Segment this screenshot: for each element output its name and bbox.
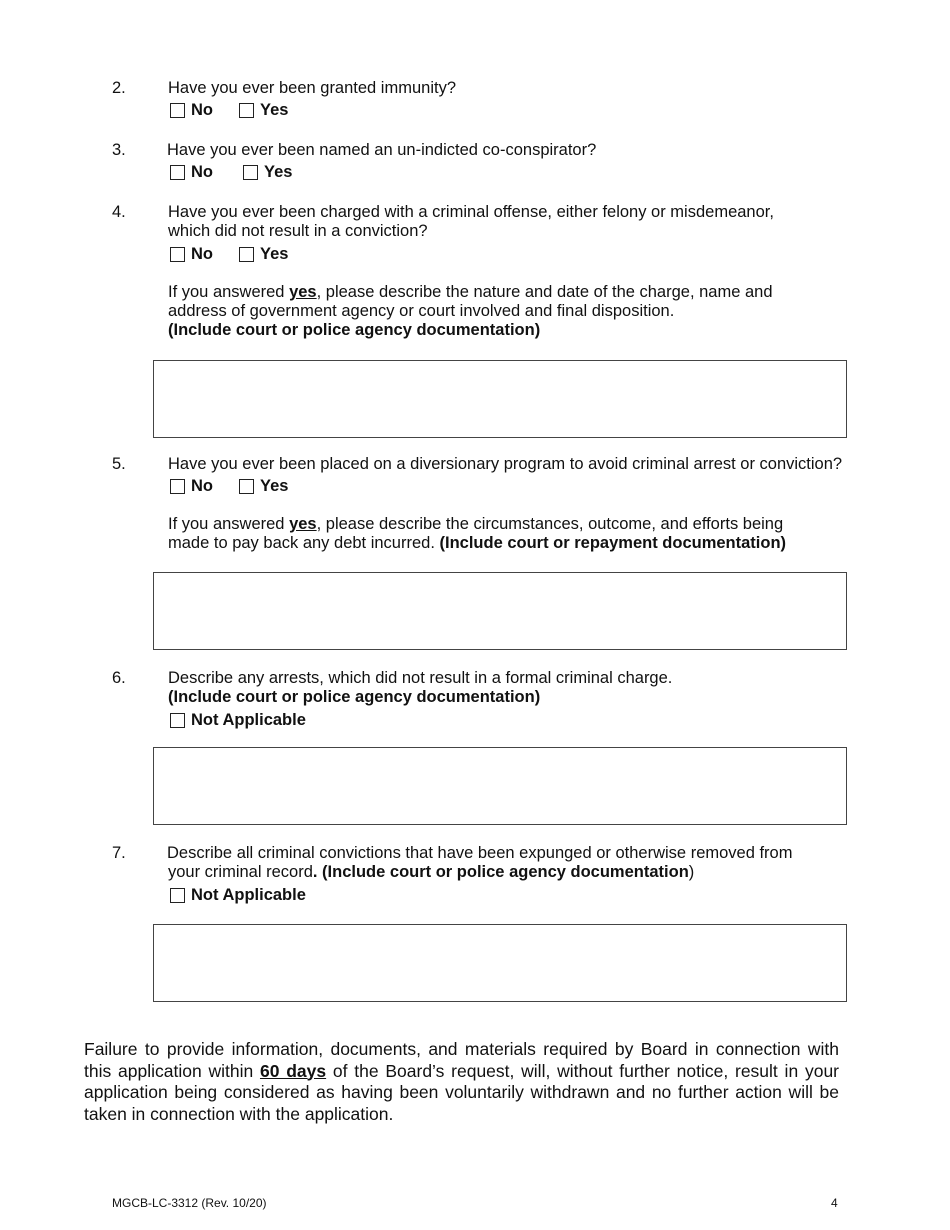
question-4-followup-yes: yes xyxy=(289,283,317,301)
question-5-yes-label: Yes xyxy=(260,476,289,495)
question-5-followup-prefix: If you answered xyxy=(168,515,290,533)
question-3-yes-label: Yes xyxy=(264,162,293,181)
question-4-yes-option[interactable] xyxy=(239,245,288,264)
question-4-yes-label: Yes xyxy=(260,244,289,263)
question-7-options xyxy=(170,885,306,905)
question-4-yes-checkbox[interactable] xyxy=(239,247,254,262)
withdrawal-notice xyxy=(84,1039,839,1125)
question-7-not-applicable-label: Not Applicable xyxy=(191,885,306,904)
question-7-period: . ( xyxy=(312,863,328,881)
question-2-number: 2. xyxy=(112,79,126,97)
question-3-yes-checkbox[interactable] xyxy=(243,165,258,180)
question-2-yes-option[interactable] xyxy=(239,101,288,120)
question-5-no-label: No xyxy=(191,476,213,495)
question-3-options xyxy=(170,162,292,182)
question-4-followup-line2: address of government agency or court involved and final disposition. xyxy=(168,302,675,320)
question-6-text: Describe any arrests, which did not result in a formal criminal charge. xyxy=(168,669,673,687)
question-6-number: 6. xyxy=(112,669,126,687)
question-4-text xyxy=(168,203,774,241)
question-2-yes-checkbox[interactable] xyxy=(239,103,254,118)
question-7-text-block xyxy=(167,844,792,882)
question-7-not-applicable-checkbox[interactable] xyxy=(170,888,185,903)
notice-part1: Failure to provide information, documents, and materials required by Board in connection with this application within xyxy=(84,1039,839,1081)
question-3-no-label: No xyxy=(191,162,213,181)
question-3-no-checkbox[interactable] xyxy=(170,165,185,180)
question-4-no-option[interactable] xyxy=(170,245,213,264)
question-6-not-applicable-option[interactable] xyxy=(170,711,306,730)
question-3-yes-option[interactable] xyxy=(243,163,292,182)
question-5-followup-yes: yes xyxy=(289,515,317,533)
question-5-followup-line1: , please describe the circumstances, outcome, and efforts being xyxy=(316,515,784,533)
question-4-options xyxy=(170,244,288,264)
question-5-text: Have you ever been placed on a diversionary program to avoid criminal arrest or conviction? xyxy=(168,455,843,473)
question-6-documentation-note: (Include court or police agency documentation) xyxy=(168,688,541,706)
question-7-text-line1: Describe all criminal convictions that have been expunged or otherwise removed from xyxy=(167,844,793,862)
question-6-not-applicable-label: Not Applicable xyxy=(191,710,306,729)
question-6-answer-box[interactable] xyxy=(153,747,847,825)
question-4-no-label: No xyxy=(191,244,213,263)
question-5-answer-box[interactable] xyxy=(153,572,847,650)
question-7-answer-box[interactable] xyxy=(153,924,847,1002)
notice-part2: of the Board’s request, will, without further notice, result in your application being considered as having been voluntarily withdrawn and no further action will be taken in connection with the application. xyxy=(84,1060,839,1124)
question-5-yes-checkbox[interactable] xyxy=(239,479,254,494)
question-3-number: 3. xyxy=(112,141,126,159)
question-4-text-line1: Have you ever been charged with a criminal offense, either felony or misdemeanor, xyxy=(168,203,774,221)
question-6-not-applicable-checkbox[interactable] xyxy=(170,713,185,728)
question-4-followup-prefix: If you answered xyxy=(168,283,290,301)
question-7-text-line2: your criminal record xyxy=(168,863,313,881)
question-5-documentation-note: (Include court or repayment documentation) xyxy=(439,534,787,552)
question-7-not-applicable-option[interactable] xyxy=(170,886,306,905)
question-2-no-checkbox[interactable] xyxy=(170,103,185,118)
question-5-options xyxy=(170,476,288,496)
question-4-text-line2: which did not result in a conviction? xyxy=(168,222,428,240)
question-5-no-option[interactable] xyxy=(170,477,213,496)
question-6-options xyxy=(170,710,306,730)
question-6-text-block xyxy=(168,669,672,707)
question-5-followup-line2: made to pay back any debt incurred. xyxy=(168,534,440,552)
page-number: 4 xyxy=(831,1196,838,1210)
question-4-number: 4. xyxy=(112,203,126,221)
notice-deadline: 60 days xyxy=(259,1060,327,1081)
form-id: MGCB-LC-3312 (Rev. 10/20) xyxy=(112,1196,267,1210)
question-5-followup xyxy=(168,515,786,553)
question-3-text: Have you ever been named an un-indicted co-conspirator? xyxy=(167,141,597,159)
question-4-answer-box[interactable] xyxy=(153,360,847,438)
question-5-no-checkbox[interactable] xyxy=(170,479,185,494)
question-7-number: 7. xyxy=(112,844,126,862)
question-3-no-option[interactable] xyxy=(170,163,213,182)
question-7-documentation-note: Include court or police agency documentation xyxy=(327,863,689,881)
question-4-no-checkbox[interactable] xyxy=(170,247,185,262)
question-2-text: Have you ever been granted immunity? xyxy=(168,79,456,97)
question-4-followup xyxy=(168,283,773,340)
question-7-close-paren: ) xyxy=(688,863,695,881)
question-2-no-label: No xyxy=(191,100,213,119)
question-2-yes-label: Yes xyxy=(260,100,289,119)
question-2-no-option[interactable] xyxy=(170,101,213,120)
question-5-number: 5. xyxy=(112,455,126,473)
question-2-options xyxy=(170,100,288,120)
question-5-yes-option[interactable] xyxy=(239,477,288,496)
question-4-followup-line1: , please describe the nature and date of the charge, name and xyxy=(316,283,773,301)
question-4-documentation-note: (Include court or police agency documentation) xyxy=(168,321,541,339)
